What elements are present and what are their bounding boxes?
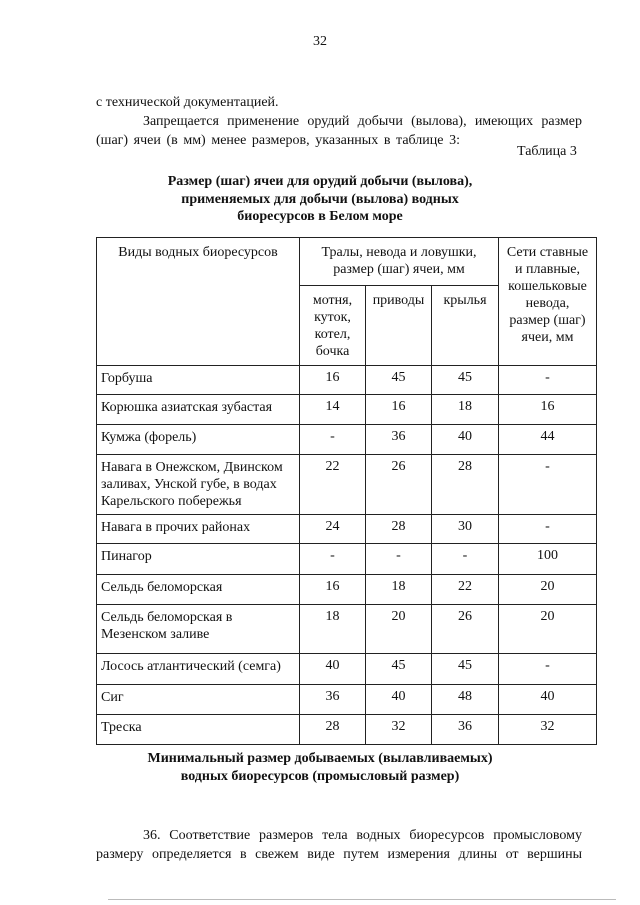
mesh-value-privody: 45	[366, 366, 432, 395]
paragraph-36-line-2: размеру определяется в свежем виде путем измерения длины от вершины	[96, 847, 582, 862]
header-nets: Сети ставные и плавные, кошельковые невода, размер (шаг) ячеи, мм	[499, 238, 597, 366]
mesh-value-nets: 40	[499, 685, 597, 715]
mesh-size-table	[96, 237, 597, 745]
table-row	[97, 654, 597, 685]
species-name: Корюшка азиатская зубастая	[97, 395, 300, 425]
mesh-value-nets: -	[499, 515, 597, 544]
table-row	[97, 685, 597, 715]
section-title-line-1: Минимальный размер добываемых (вылавливаемых)	[147, 751, 493, 766]
mesh-value-privody: 16	[366, 395, 432, 425]
species-name: Лосось атлантический (семга)	[97, 654, 300, 685]
species-name: Навага в Онежском, Двинском заливах, Унской губе, в водах Карельского побережья	[97, 455, 300, 515]
mesh-value-nets: 16	[499, 395, 597, 425]
table-row	[97, 366, 597, 395]
mesh-value-privody: 26	[366, 455, 432, 515]
mesh-value-nets: 20	[499, 605, 597, 654]
header-motnya: мотня, куток, котел, бочка	[300, 286, 366, 366]
mesh-value-privody: 40	[366, 685, 432, 715]
species-name: Кумжа (форель)	[97, 425, 300, 455]
mesh-value-krylya: 30	[432, 515, 499, 544]
species-name: Треска	[97, 715, 300, 745]
mesh-value-nets: 20	[499, 575, 597, 605]
table-row	[97, 715, 597, 745]
mesh-value-motnya: 18	[300, 605, 366, 654]
table-label: Таблица 3	[517, 144, 577, 159]
mesh-value-krylya: 28	[432, 455, 499, 515]
scan-edge	[108, 899, 616, 900]
mesh-value-privody: 20	[366, 605, 432, 654]
mesh-value-motnya: 28	[300, 715, 366, 745]
header-species: Виды водных биоресурсов	[97, 238, 300, 366]
mesh-value-motnya: 36	[300, 685, 366, 715]
mesh-value-privody: 28	[366, 515, 432, 544]
mesh-value-krylya: 40	[432, 425, 499, 455]
page-number: 32	[313, 34, 327, 49]
intro-line-2: Запрещается применение орудий добычи (вылова), имеющих размер	[143, 114, 582, 129]
species-name: Сиг	[97, 685, 300, 715]
species-name: Сельдь беломорская в Мезенском заливе	[97, 605, 300, 654]
mesh-value-krylya: 18	[432, 395, 499, 425]
paragraph-36-line-1: 36. Соответствие размеров тела водных биоресурсов промысловому	[143, 828, 582, 843]
table-row	[97, 515, 597, 544]
species-name: Пинагор	[97, 544, 300, 575]
table-row	[97, 455, 597, 515]
header-trawls: Тралы, невода и ловушки, размер (шаг) ячеи, мм	[300, 238, 499, 286]
mesh-value-nets: 100	[499, 544, 597, 575]
table-row	[97, 544, 597, 575]
mesh-value-nets: -	[499, 455, 597, 515]
mesh-value-privody: 36	[366, 425, 432, 455]
mesh-value-nets: 44	[499, 425, 597, 455]
table-row	[97, 605, 597, 654]
mesh-value-motnya: 16	[300, 366, 366, 395]
mesh-value-nets: -	[499, 366, 597, 395]
table-title-line-1: Размер (шаг) ячеи для орудий добычи (вылова),	[167, 174, 473, 189]
mesh-value-nets: -	[499, 654, 597, 685]
intro-line-3: (шаг) ячеи (в мм) менее размеров, указанных в таблице 3:	[96, 133, 460, 148]
intro-line-1: с технической документацией.	[96, 95, 279, 110]
species-name: Горбуша	[97, 366, 300, 395]
mesh-value-privody: 32	[366, 715, 432, 745]
mesh-value-privody: -	[366, 544, 432, 575]
mesh-value-krylya: 36	[432, 715, 499, 745]
mesh-value-krylya: 48	[432, 685, 499, 715]
mesh-value-krylya: 26	[432, 605, 499, 654]
table-title-line-3: биоресурсов в Белом море	[237, 209, 403, 224]
section-title-line-2: водных биоресурсов (промысловый размер)	[180, 769, 460, 784]
table-row	[97, 425, 597, 455]
mesh-value-krylya: -	[432, 544, 499, 575]
mesh-value-motnya: 24	[300, 515, 366, 544]
mesh-value-motnya: 22	[300, 455, 366, 515]
table-title-line-2: применяемых для добычи (вылова) водных	[181, 192, 459, 207]
mesh-value-krylya: 22	[432, 575, 499, 605]
mesh-value-krylya: 45	[432, 654, 499, 685]
mesh-value-nets: 32	[499, 715, 597, 745]
table-row	[97, 575, 597, 605]
mesh-value-privody: 45	[366, 654, 432, 685]
species-name: Навага в прочих районах	[97, 515, 300, 544]
header-krylya: крылья	[432, 286, 499, 366]
mesh-value-privody: 18	[366, 575, 432, 605]
table-row	[97, 395, 597, 425]
mesh-value-motnya: -	[300, 425, 366, 455]
species-name: Сельдь беломорская	[97, 575, 300, 605]
mesh-value-krylya: 45	[432, 366, 499, 395]
mesh-value-motnya: 16	[300, 575, 366, 605]
mesh-value-motnya: -	[300, 544, 366, 575]
mesh-value-motnya: 14	[300, 395, 366, 425]
header-privody: приводы	[366, 286, 432, 366]
mesh-value-motnya: 40	[300, 654, 366, 685]
